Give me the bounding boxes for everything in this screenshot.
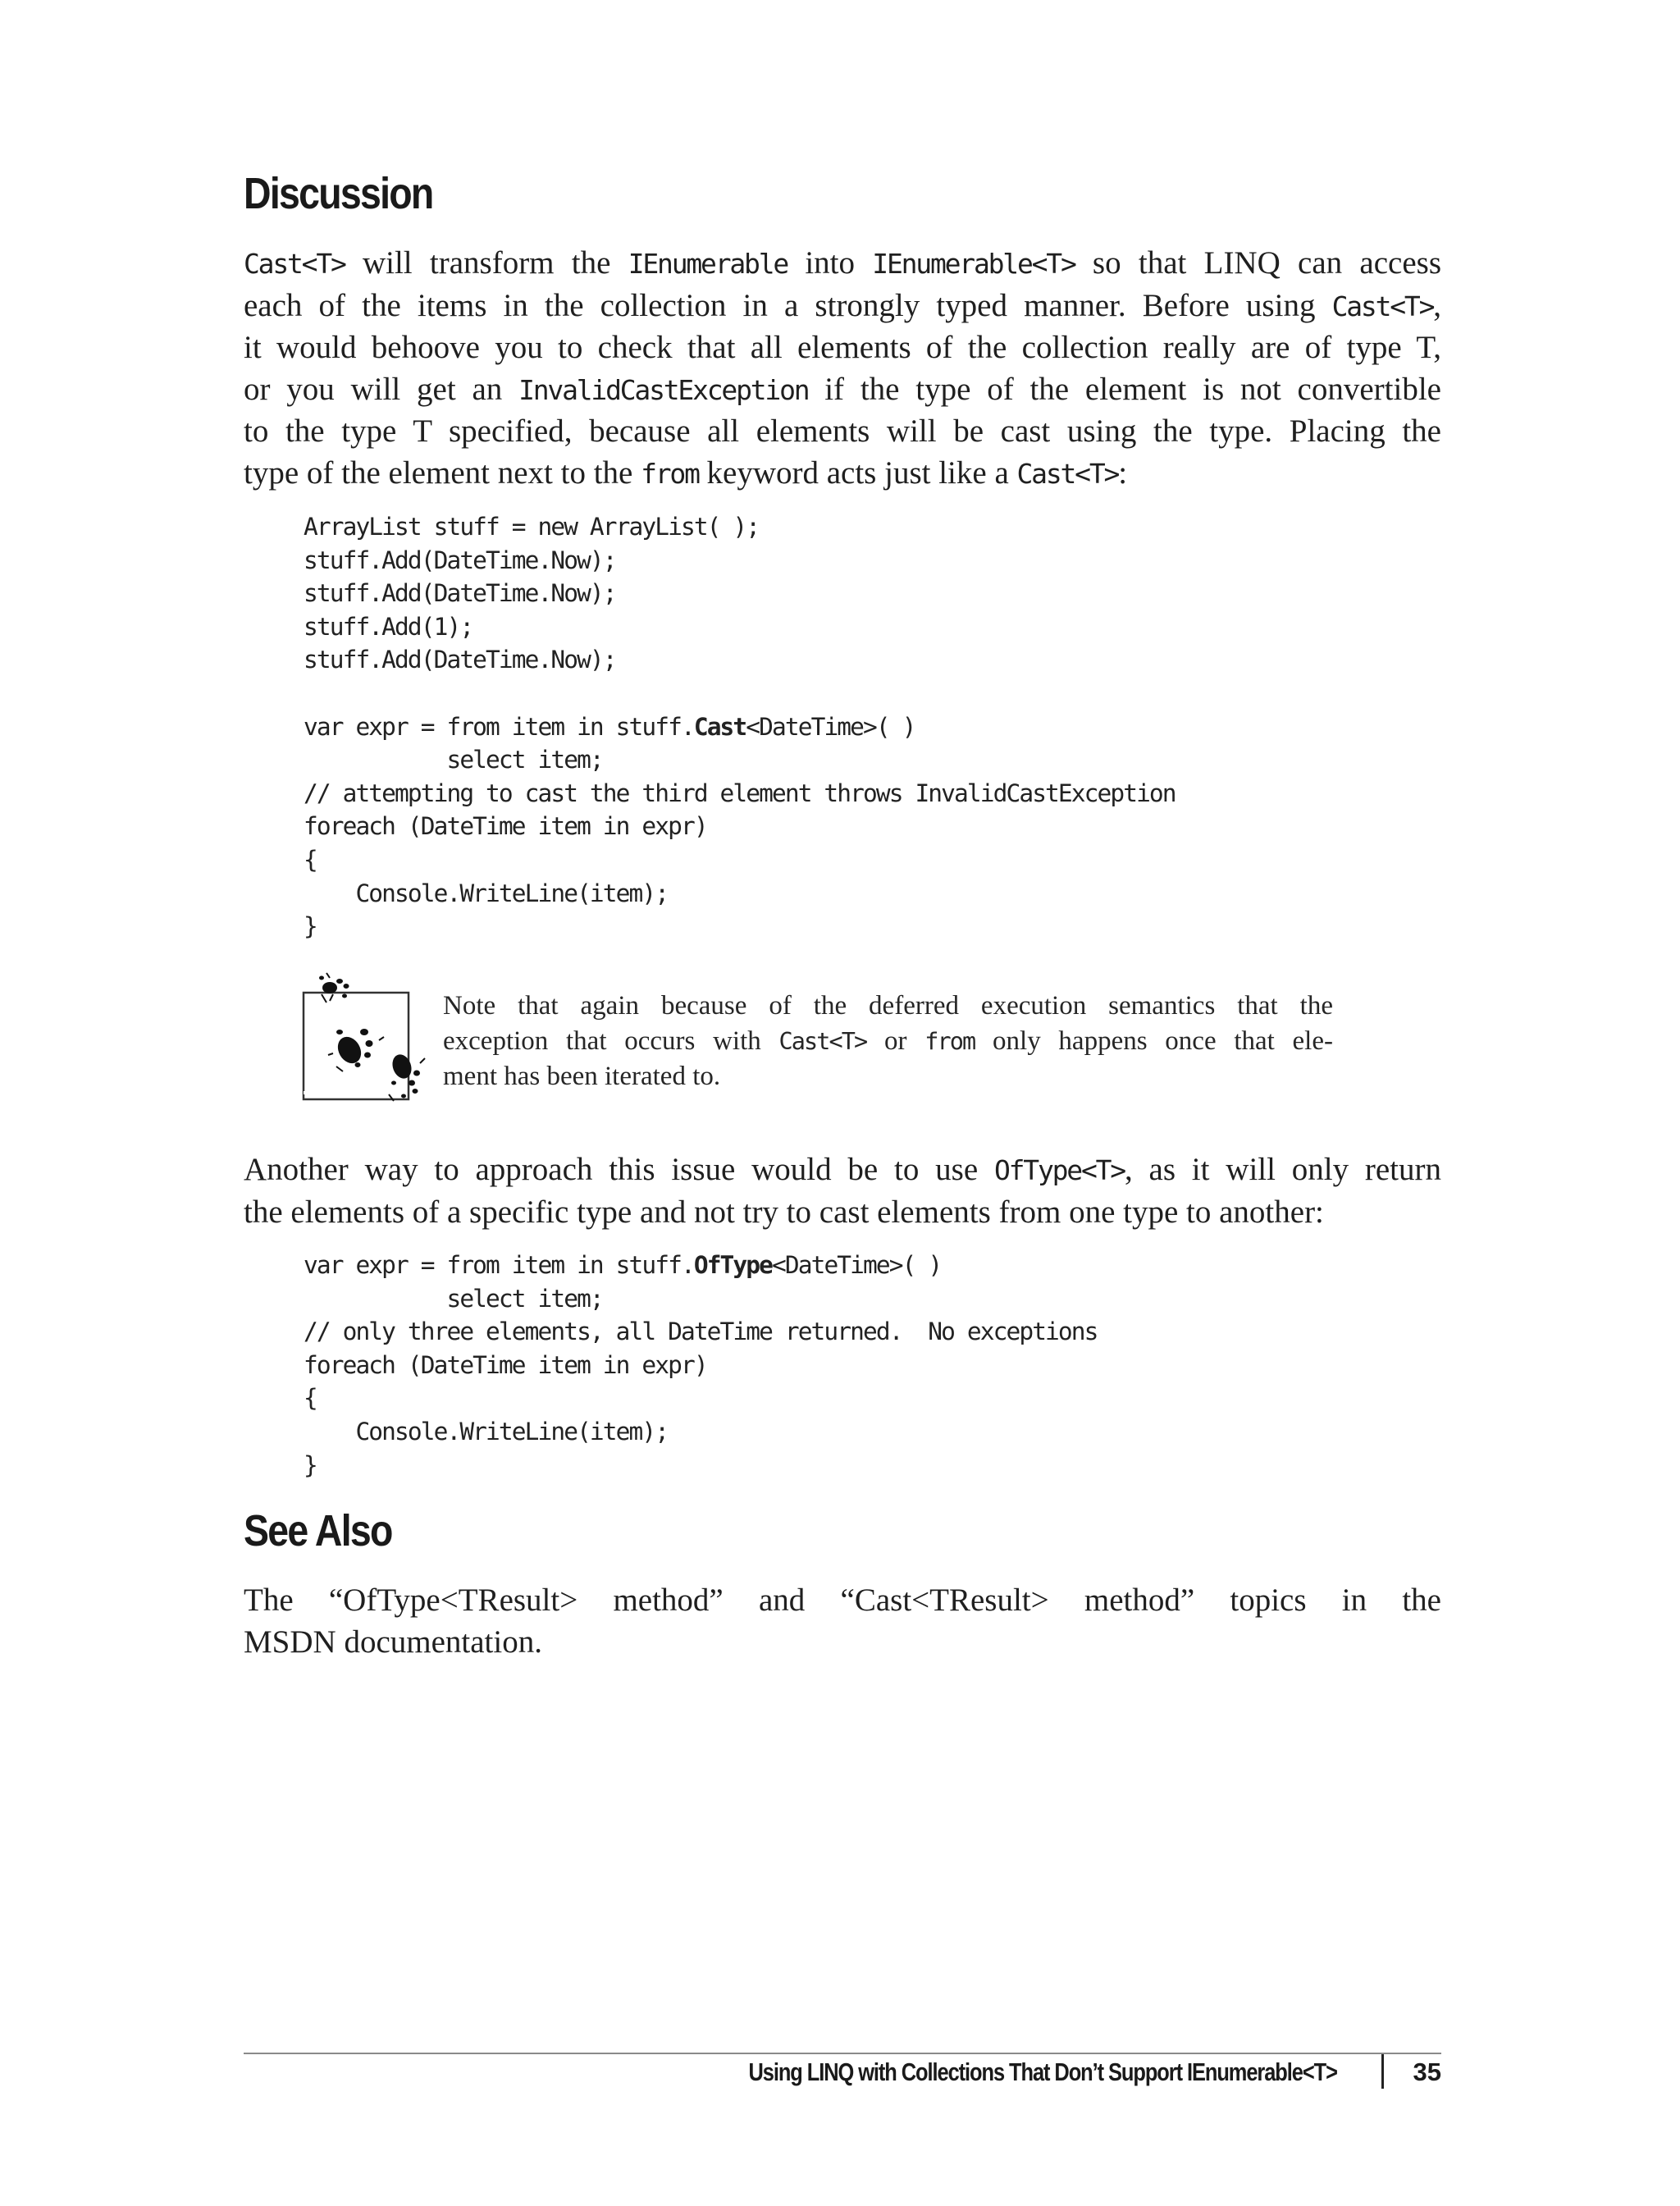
see-also-paragraph [244,1580,1441,1663]
code-line: { [304,1384,317,1413]
paragraph-line: Cast<T> will transform the IEnumerable into IEnumerable<T> so that LINQ can access [244,245,1442,281]
code-line: { [304,845,317,874]
paragraph-line: to the type T specified, because all elements will be cast using the type. Placing the [244,413,1441,449]
code-line: var expr = from item in stuff.OfType<DateTime>( ) [304,1251,942,1279]
paragraph-line: Another way to approach this issue would be to use OfType<T>, as it will only return [244,1152,1441,1187]
code-line: } [304,912,317,941]
discussion-paragraph [244,243,1441,495]
note-line: Note that again because of the deferred execution semantics that the [443,991,1333,1021]
paragraph-line: MSDN documentation. [244,1624,542,1660]
code-line: var expr = from item in stuff.Cast<DateTime>( ) [304,712,915,741]
code-listing-cast [304,510,1176,943]
code-line: Console.WriteLine(item); [304,879,669,907]
discussion-heading: Discussion [244,169,433,218]
page-number: 35 [1413,2058,1441,2086]
raccoon-paw-prints-icon [297,961,453,1105]
running-footer [705,2058,1441,2099]
paragraph-line: The “OfType<TResult> method” and “Cast<TResult> method” topics in the [244,1583,1441,1618]
paragraph-line: type of the element next to the from keyword acts just like a Cast<T>: [244,454,1128,491]
code-line: stuff.Add(DateTime.Now); [304,646,616,674]
footer-separator [1381,2054,1384,2089]
code-line: } [304,1450,317,1479]
code-line: stuff.Add(DateTime.Now); [304,546,616,574]
footer-section-title: Using LINQ with Collections That Don’t Support IEnumerable<T> [748,2058,1337,2086]
code-line: Console.WriteLine(item); [304,1417,669,1446]
paragraph-line: each of the items in the collection in a strongly typed manner. Before using Cast<T>, [244,287,1441,323]
note-line: ment has been iterated to. [443,1062,721,1091]
code-line: ArrayList stuff = new ArrayList( ); [304,513,760,541]
note-line: exception that occurs with Cast<T> or from only happens once that ele- [443,1025,1333,1056]
oftype-paragraph [244,1149,1441,1233]
code-line: foreach (DateTime item in expr) [304,1350,707,1379]
see-also-heading: See Also [244,1506,392,1555]
paragraph-line: or you will get an InvalidCastException if the type of the element is not convertible [244,371,1441,407]
code-line: stuff.Add(DateTime.Now); [304,579,616,608]
tip-note [443,989,1333,1094]
code-line: stuff.Add(1); [304,612,473,641]
paragraph-line: the elements of a specific type and not try to cast elements from one type to another: [244,1194,1324,1230]
code-line: select item; [304,746,603,774]
code-line: select item; [304,1284,603,1313]
code-line: // only three elements, all DateTime returned. No exceptions [304,1318,1098,1346]
paragraph-line: it would behoove you to check that all elements of the collection really are of type T, [244,330,1441,365]
code-line: foreach (DateTime item in expr) [304,812,707,841]
footer-rule [244,2053,1441,2054]
code-line: // attempting to cast the third element throws InvalidCastException [304,779,1176,807]
code-listing-oftype [304,1249,1098,1482]
